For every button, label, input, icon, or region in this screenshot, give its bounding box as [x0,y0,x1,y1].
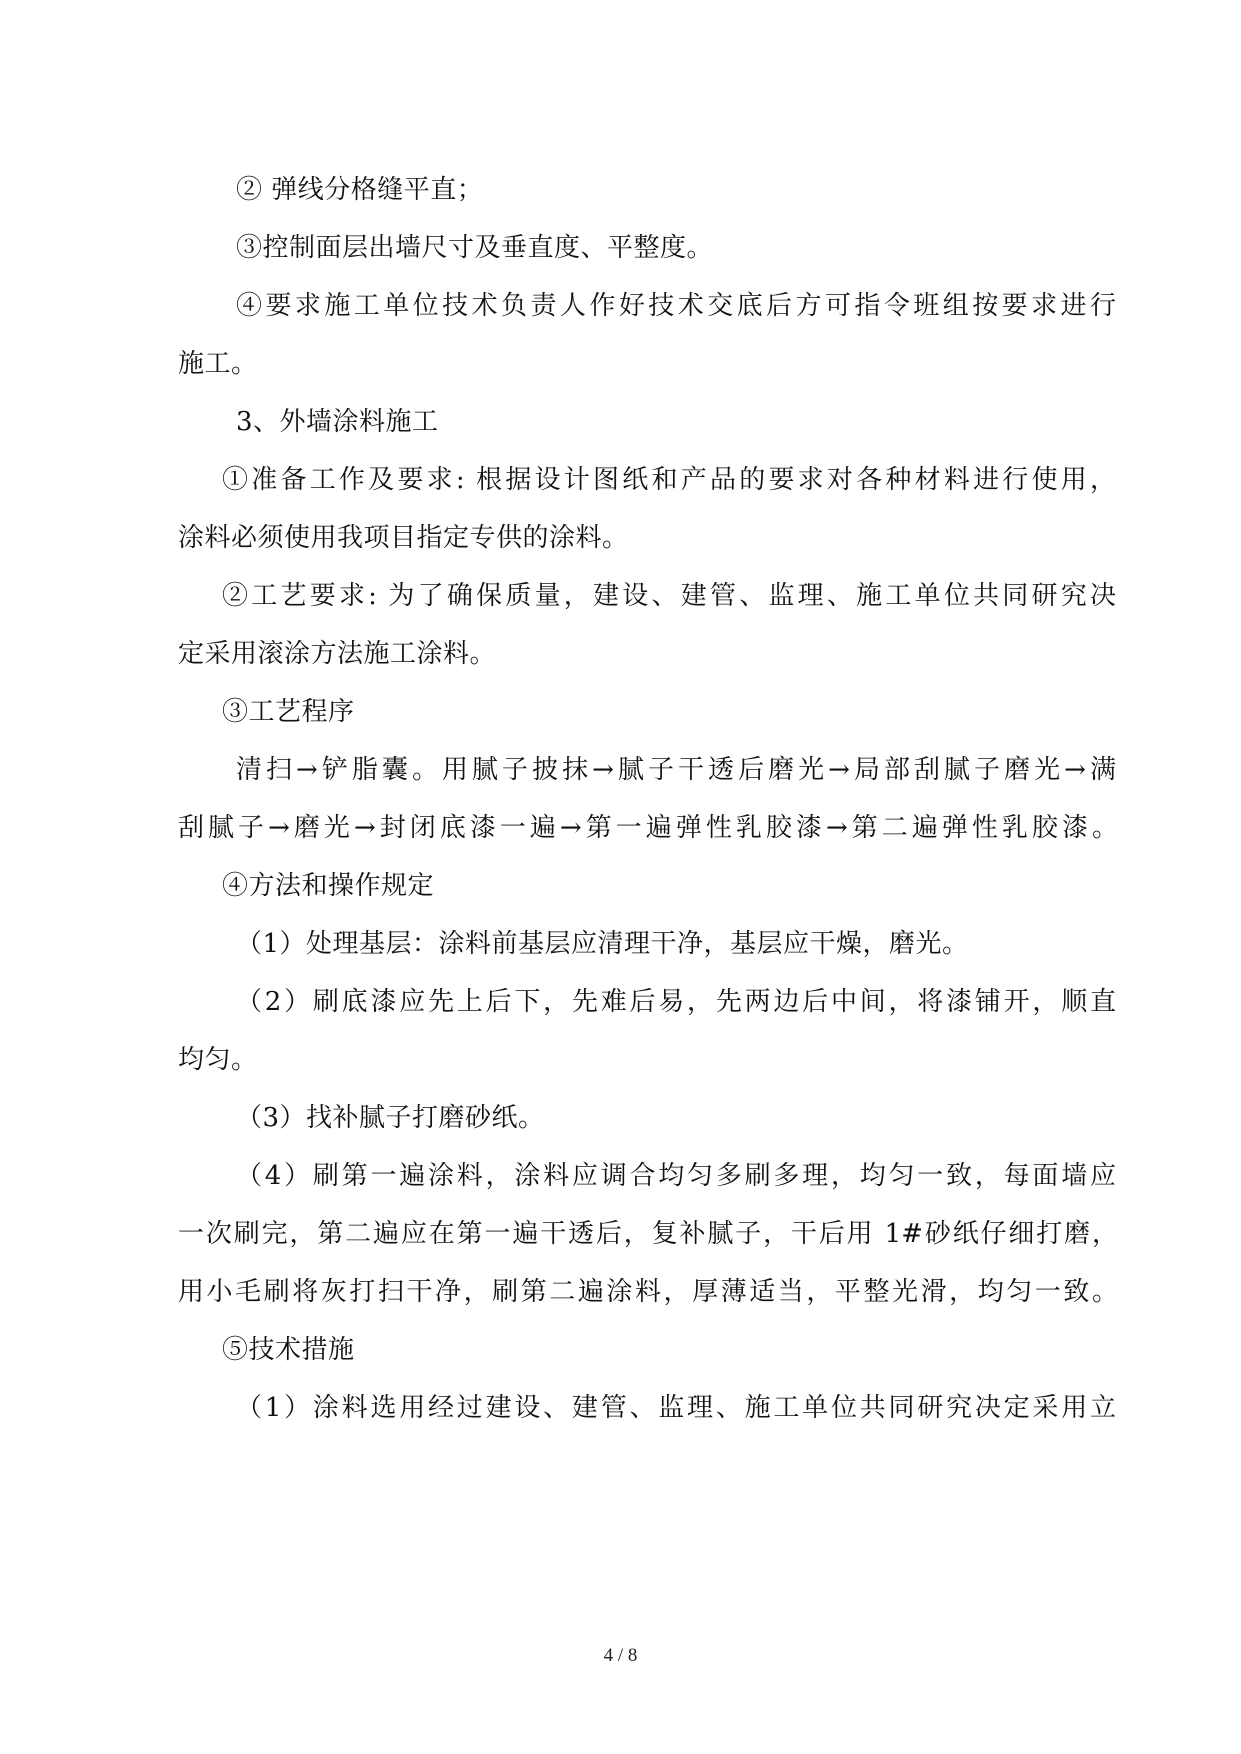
text-line: 定采用滚涂方法施工涂料。 [178,639,497,669]
text-line: （1）涂料选用经过建设、建管、监理、施工单位共同研究决定采用立 [236,1393,1116,1423]
text-line: （3）找补腻子打磨砂纸。 [236,1103,545,1133]
text-line: ②工艺要求: 为了确保质量，建设、建管、监理、施工单位共同研究决 [222,581,1116,611]
text-line: ③控制面层出墙尺寸及垂直度、平整度。 [236,233,714,263]
text-line: （4）刷第一遍涂料，涂料应调合均匀多刷多理，均匀一致，每面墙应 [236,1161,1116,1191]
section-heading: 3、外墙涂料施工 [236,407,439,437]
subsection-heading: ④方法和操作规定 [222,871,435,901]
text-line: ② 弹线分格缝平直； [236,175,484,205]
text-line: 施工。 [178,349,258,379]
text-line: ①准备工作及要求: 根据设计图纸和产品的要求对各种材料进行使用， [222,465,1116,495]
text-line: ④要求施工单位技术负责人作好技术交底后方可指令班组按要求进行 [236,291,1116,321]
page-number: 4 / 8 [603,1645,638,1666]
text-line: 均匀。 [178,1045,258,1075]
subsection-heading: ③工艺程序 [222,697,355,727]
text-line: 一次刷完，第二遍应在第一遍干透后，复补腻子，干后用 1#砂纸仔细打磨， [178,1219,1118,1249]
text-line: （1）处理基层：涂料前基层应清理干净，基层应干燥，磨光。 [236,929,969,959]
text-line: 清扫→铲脂囊。用腻子披抹→腻子干透后磨光→局部刮腻子磨光→满 [236,755,1116,785]
text-line: 涂料必须使用我项目指定专供的涂料。 [178,523,629,553]
subsection-heading: ⑤技术措施 [222,1335,355,1365]
text-line: 用小毛刷将灰打扫干净，刷第二遍涂料，厚薄适当，平整光滑，均匀一致。 [178,1277,1118,1307]
text-line: 刮腻子→磨光→封闭底漆一遍→第一遍弹性乳胶漆→第二遍弹性乳胶漆。 [178,813,1118,843]
text-line: （2）刷底漆应先上后下，先难后易，先两边后中间，将漆铺开，顺直 [236,987,1116,1017]
